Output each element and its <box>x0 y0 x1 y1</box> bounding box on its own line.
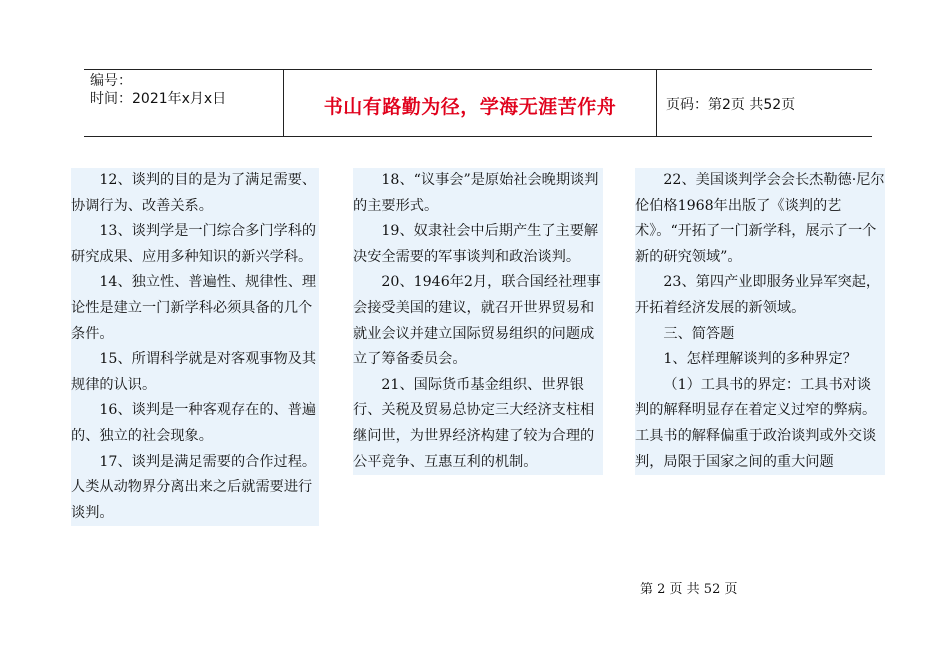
header-motto-cell <box>283 70 657 136</box>
paragraph: 18、“议事会”是原始社会晚期谈判的主要形式。 <box>353 172 599 214</box>
paragraph: 14、独立性、普遍性、规律性、理论性是建立一门新学科必须具备的几个条件。 <box>71 274 317 342</box>
paragraph: 12、谈判的目的是为了满足需要、协调行为、改善关系。 <box>71 172 317 214</box>
header-meta-cell <box>84 70 282 136</box>
paragraph: 17、谈判是满足需要的合作过程。人类从动物界分离出来之后就需要进行谈判。 <box>71 453 317 521</box>
question-heading: 1、怎样理解谈判的多种界定？ <box>663 351 857 368</box>
header-page-cell <box>656 70 872 136</box>
paragraph: 20、1946年2月，联合国经社理事会接受美国的建议，就召开世界贸易和就业会议并建立国际贸易组织的问题成立了筹备委员会。 <box>353 274 601 368</box>
paragraph: 22、美国谈判学会会长杰勒德·尼尔伦伯格1968年出版了《谈判的艺术》。“开拓了一门新学科，展示了一个新的研究领域”。 <box>635 172 885 265</box>
document-header <box>84 69 872 137</box>
text-column-1 <box>71 168 319 526</box>
paragraph: （1）工具书的界定：工具书对谈判的解释明显存在着定义过窄的弊病。工具书的解释偏重于政治谈判或外交谈判，局限于国家之间的重大问题 <box>635 376 877 470</box>
section-heading: 三、简答题 <box>663 325 735 342</box>
paragraph: 16、谈判是一种客观存在的、普遍的、独立的社会现象。 <box>71 402 317 444</box>
paragraph: 15、所谓科学就是对客观事物及其规律的认识。 <box>71 351 317 393</box>
page-footer: 第 2 页 共 52 页 <box>640 582 738 597</box>
paragraph: 19、奴隶社会中后期产生了主要解决安全需要的军事谈判和政治谈判。 <box>353 223 599 265</box>
text-column-2 <box>353 168 603 475</box>
motto-text: 书山有路勤为径，学海无涯苦作舟 <box>323 96 617 118</box>
date-label: 时间：2021年x月x日 <box>90 91 227 107</box>
paragraph: 21、国际货币基金组织、世界银行、关税及贸易总协定三大经济支柱相继问世，为世界经济构建了较为合理的公平竞争、互惠互利的机制。 <box>353 376 595 470</box>
paragraph: 23、第四产业即服务业异军突起，开拓着经济发展的新领域。 <box>635 274 881 316</box>
number-label: 编号： <box>90 73 132 89</box>
text-column-3 <box>635 168 885 475</box>
page-info: 页码：第2页 共52页 <box>666 97 796 113</box>
paragraph: 13、谈判学是一门综合多门学科的研究成果、应用多种知识的新兴学科。 <box>71 223 317 265</box>
